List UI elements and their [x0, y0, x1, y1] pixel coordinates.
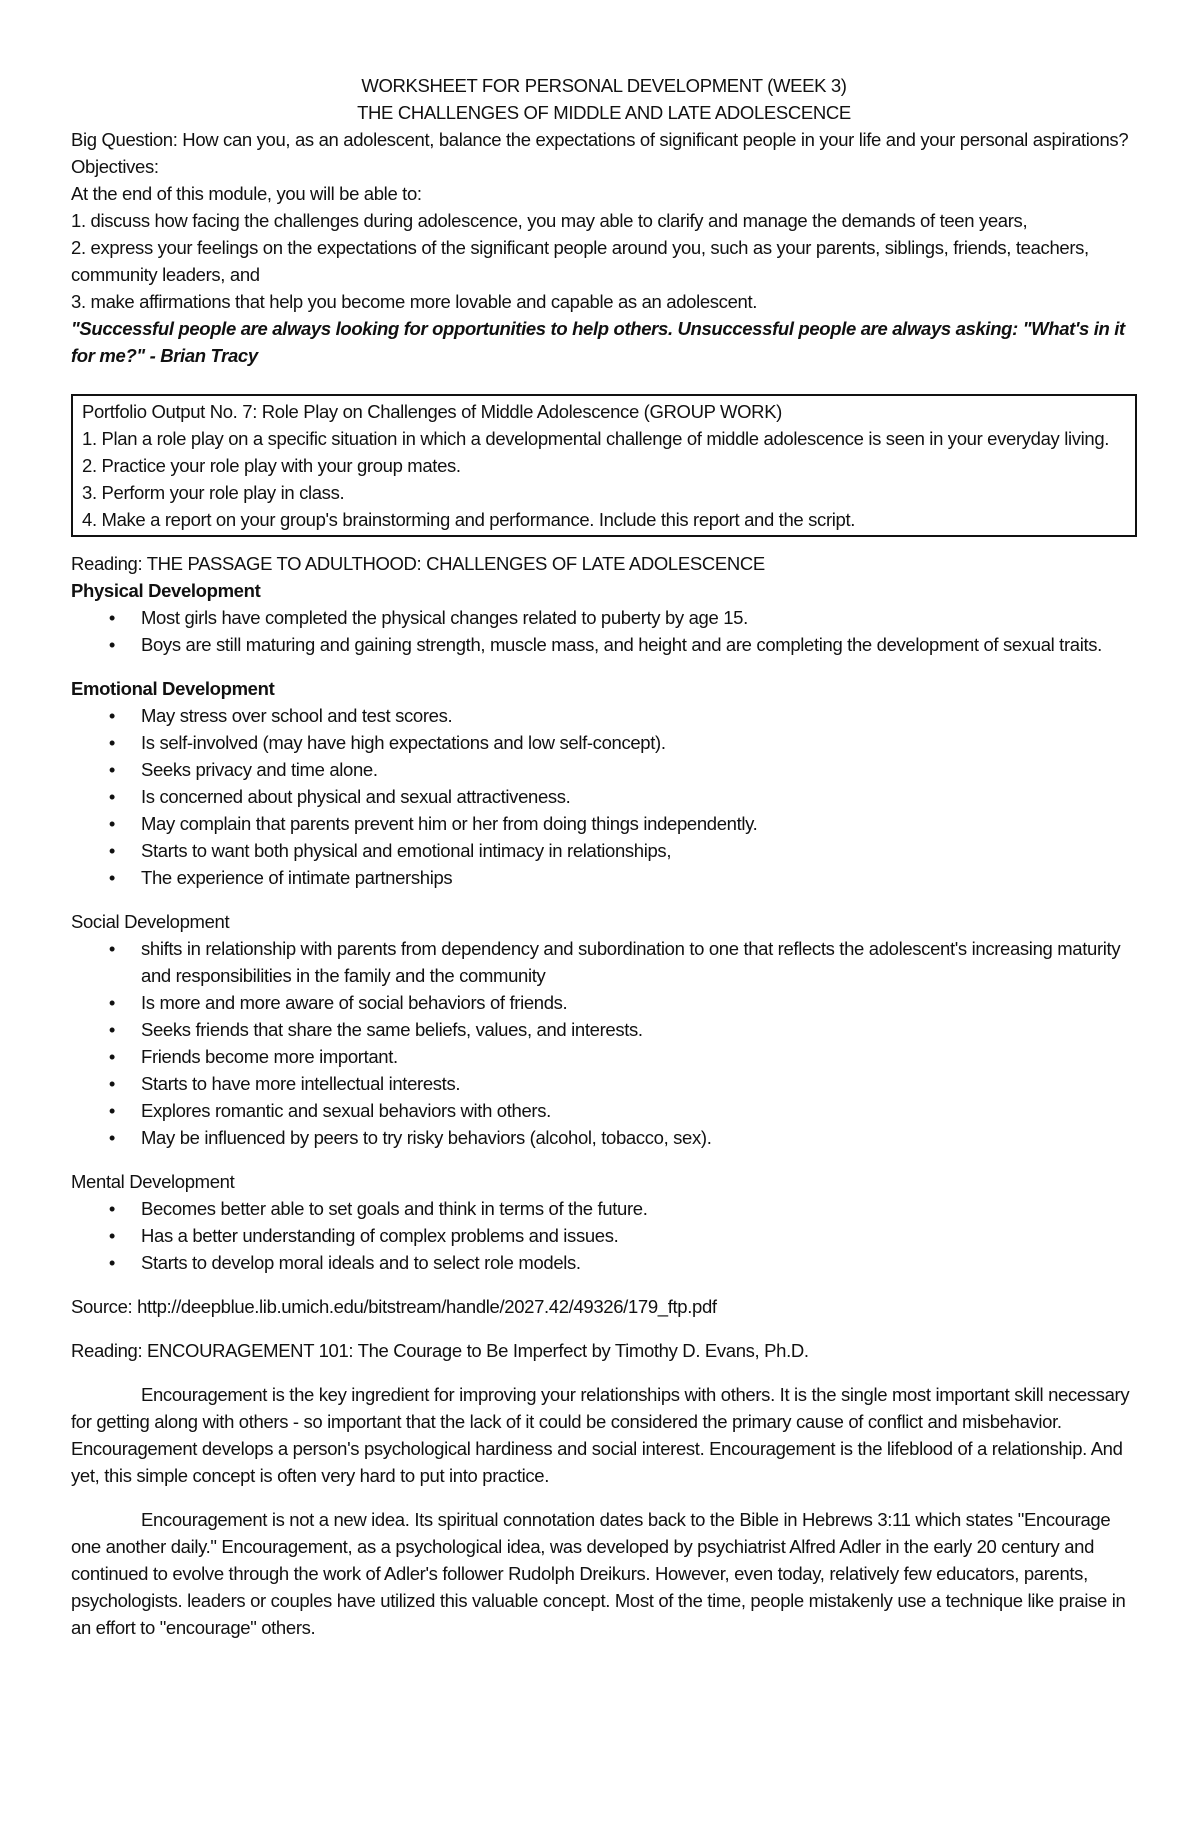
- list-item: • Is more and more aware of social behaviors of friends.: [71, 989, 1137, 1016]
- objective-item: 2. express your feelings on the expectations of the significant people around you, such as your parents, siblings, friends, teachers, community leaders, and: [71, 237, 1089, 285]
- bullet-icon: •: [108, 1019, 116, 1040]
- list-item: • Friends become more important.: [71, 1043, 1137, 1070]
- paragraph: Encouragement is not a new idea. Its spiritual connotation dates back to the Bible in Hebrews 3:11 which states "Encourage one another daily." Encouragement, as a psychological idea, was developed by psychiatrist Alfred Adler in the early 20 century and continued to evolve through the work of Adler's follower Rudolph Dreikurs. However, even today, relatively few educators, parents, psychologists. leaders or couples have utilized this valuable concept. Most of the time, people mistakenly use a technique like praise in an effort to "encourage" others.: [71, 1509, 1126, 1638]
- emotional-development-list: [71, 702, 1137, 891]
- worksheet-page: [71, 72, 1137, 1641]
- paragraph: Encouragement is the key ingredient for improving your relationships with others. It is the single most important skill necessary for getting along with others - so important that the lack of it could be considered the primary cause of conflict and misbehavior. Encouragement develops a person's psychological hardiness and social interest. Encouragement is the lifeblood of a relationship. And yet, this simple concept is often very hard to put into practice.: [71, 1384, 1130, 1486]
- bullet-icon: •: [108, 813, 116, 834]
- objective-item: 1. discuss how facing the challenges during adolescence, you may able to clarify and manage the demands of teen years,: [71, 210, 1028, 231]
- reading-1-title: Reading: THE PASSAGE TO ADULTHOOD: CHALLENGES OF LATE ADOLESCENCE: [71, 553, 765, 574]
- list-item: • Starts to develop moral ideals and to select role models.: [71, 1249, 1137, 1276]
- list-item: • Seeks friends that share the same beliefs, values, and interests.: [71, 1016, 1137, 1043]
- list-item: • May complain that parents prevent him or her from doing things independently.: [71, 810, 1137, 837]
- emotional-development-heading: Emotional Development: [71, 678, 275, 699]
- social-development-list: [71, 935, 1137, 1151]
- list-item: • shifts in relationship with parents from dependency and subordination to one that reflects the adolescent's increasing maturity and responsibilities in the family and the community: [71, 935, 1137, 989]
- worksheet-title: WORKSHEET FOR PERSONAL DEVELOPMENT (WEEK 3): [361, 75, 847, 96]
- list-item: • Seeks privacy and time alone.: [71, 756, 1137, 783]
- brian-tracy-quote: "Successful people are always looking for opportunities to help others. Unsuccessful people are always asking: "What's in it for me?" - Brian Tracy: [71, 318, 1125, 366]
- bullet-icon: •: [108, 786, 116, 807]
- bullet-icon: •: [108, 1100, 116, 1121]
- portfolio-output-box: [71, 394, 1137, 537]
- portfolio-step: 1. Plan a role play on a specific situation in which a developmental challenge of middle adolescence is seen in your everyday living.: [82, 428, 1110, 449]
- list-item: • Becomes better able to set goals and think in terms of the future.: [71, 1195, 1137, 1222]
- bullet-icon: •: [108, 1225, 116, 1246]
- bullet-icon: •: [108, 1198, 116, 1219]
- social-development-heading: Social Development: [71, 911, 230, 932]
- list-item: • Explores romantic and sexual behaviors with others.: [71, 1097, 1137, 1124]
- objectives-label: Objectives:: [71, 156, 159, 177]
- list-item: • Starts to have more intellectual interests.: [71, 1070, 1137, 1097]
- physical-development-heading: Physical Development: [71, 580, 261, 601]
- bullet-icon: •: [108, 1127, 116, 1148]
- big-question: Big Question: How can you, as an adolescent, balance the expectations of significant people in your life and your personal aspirations?: [71, 129, 1129, 150]
- list-item: • May be influenced by peers to try risky behaviors (alcohol, tobacco, sex).: [71, 1124, 1137, 1151]
- portfolio-step: 2. Practice your role play with your group mates.: [82, 455, 461, 476]
- bullet-icon: •: [108, 938, 116, 959]
- list-item: • Has a better understanding of complex problems and issues.: [71, 1222, 1137, 1249]
- bullet-icon: •: [108, 732, 116, 753]
- list-item: • The experience of intimate partnerships: [71, 864, 1137, 891]
- portfolio-title: Portfolio Output No. 7: Role Play on Challenges of Middle Adolescence (GROUP WORK): [82, 401, 782, 422]
- list-item: • May stress over school and test scores.: [71, 702, 1137, 729]
- objective-item: 3. make affirmations that help you become more lovable and capable as an adolescent.: [71, 291, 758, 312]
- objectives-lead: At the end of this module, you will be able to:: [71, 183, 422, 204]
- portfolio-step: 4. Make a report on your group's brainstorming and performance. Include this report and the script.: [82, 509, 856, 530]
- bullet-icon: •: [108, 634, 116, 655]
- bullet-icon: •: [108, 1046, 116, 1067]
- source-citation: Source: http://deepblue.lib.umich.edu/bitstream/handle/2027.42/49326/179_ftp.pdf: [71, 1296, 717, 1317]
- bullet-icon: •: [108, 992, 116, 1013]
- list-item: • Most girls have completed the physical changes related to puberty by age 15.: [71, 604, 1137, 631]
- bullet-icon: •: [108, 607, 116, 628]
- physical-development-list: [71, 604, 1137, 658]
- worksheet-subtitle: THE CHALLENGES OF MIDDLE AND LATE ADOLESCENCE: [357, 102, 851, 123]
- list-item: • Is self-involved (may have high expectations and low self-concept).: [71, 729, 1137, 756]
- bullet-icon: •: [108, 867, 116, 888]
- bullet-icon: •: [108, 1252, 116, 1273]
- bullet-icon: •: [108, 705, 116, 726]
- bullet-icon: •: [108, 759, 116, 780]
- list-item: • Is concerned about physical and sexual attractiveness.: [71, 783, 1137, 810]
- bullet-icon: •: [108, 840, 116, 861]
- mental-development-list: [71, 1195, 1137, 1276]
- list-item: • Boys are still maturing and gaining strength, muscle mass, and height and are completing the development of sexual traits.: [71, 631, 1137, 658]
- list-item: • Starts to want both physical and emotional intimacy in relationships,: [71, 837, 1137, 864]
- reading-2-title: Reading: ENCOURAGEMENT 101: The Courage to Be Imperfect by Timothy D. Evans, Ph.D.: [71, 1340, 809, 1361]
- bullet-icon: •: [108, 1073, 116, 1094]
- portfolio-step: 3. Perform your role play in class.: [82, 482, 345, 503]
- mental-development-heading: Mental Development: [71, 1171, 235, 1192]
